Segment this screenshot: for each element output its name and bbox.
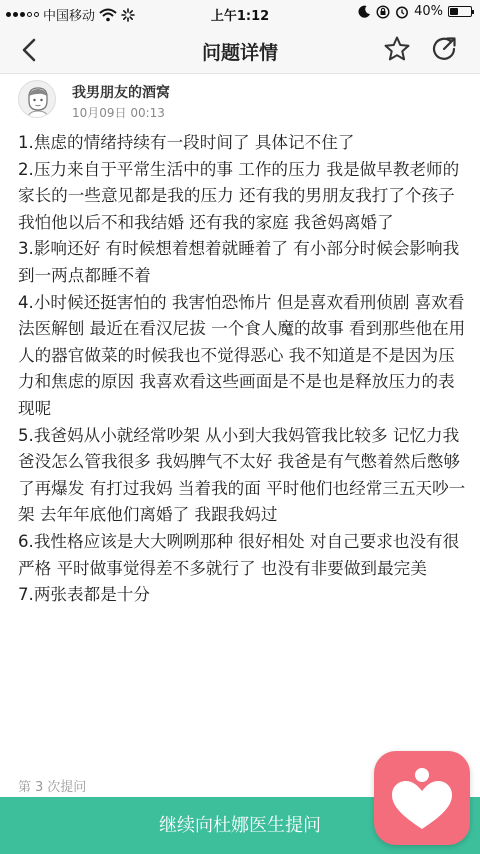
question-paragraph: 3.影响还好 有时候想着想着就睡着了 有小部分时候会影响我到一两点都睡不着 (18, 239, 460, 285)
ask-count-number: 3 (35, 780, 44, 795)
question-paragraph: 4.小时候还挺害怕的 我害怕恐怖片 但是喜欢看刑侦剧 喜欢看法医解刨 最近在看汉尼拔 一个食人魔的故事 看到那些他在用人的器官做菜的时候我也不觉得恶心 我不知道是不是因为压力和焦虑的原因 我喜欢看这些画面是不是也是释放压力的表现呢 (18, 292, 466, 418)
star-icon[interactable] (383, 35, 411, 63)
status-time: 上午1:12 (210, 9, 270, 24)
ask-count (18, 776, 86, 795)
ask-count-prefix: 第 (18, 780, 32, 795)
question-paragraph: 2.压力来自于平常生活中的事 工作的压力 我是做早教老师的 家长的一些意见都是我的压力 还有我的男朋友我打了个孩子 我怕他以后不和我结婚 还有我的家庭 我爸妈离婚了 (18, 159, 460, 232)
author-name: 我男朋友的酒窝 (72, 85, 170, 101)
heart-float-button[interactable] (374, 751, 470, 845)
share-icon[interactable] (430, 35, 458, 63)
moon-icon (358, 5, 371, 18)
continue-ask-button[interactable]: 继续向杜娜医生提问 (0, 797, 480, 854)
rotation-lock-icon (376, 5, 390, 19)
question-paragraph: 5.我爸妈从小就经常吵架 从小到大我妈管我比较多 记忆力我爸没怎么管我很多 我妈脾气不太好 我爸是有气憋着然后憋够了再爆发 有打过我妈 当着我的面 平时他们也经常三五天吵一架 去年年底他们离婚了 我跟我妈过 (18, 425, 466, 525)
avatar[interactable] (18, 80, 56, 118)
battery-fill (450, 8, 458, 15)
question-paragraph: 6.我性格应该是大大咧咧那种 很好相处 对自己要求也没有很严格 平时做事觉得差不多就行了 也没有非要做到最完美 (18, 531, 460, 578)
status-right (358, 4, 472, 19)
battery-icon (448, 6, 472, 17)
heart-icon (388, 763, 456, 833)
post-time: 10月09日 00:13 (72, 106, 165, 120)
avatar-icon (19, 81, 56, 118)
question-paragraph: 7.两张表都是十分 (18, 585, 150, 605)
alarm-icon (395, 5, 409, 19)
status-bar (0, 0, 480, 26)
nav-bar (0, 26, 480, 74)
battery-percent: 40% (414, 4, 443, 19)
carrier-label: 中国移动 (43, 9, 96, 24)
ask-count-suffix: 次提问 (47, 780, 87, 795)
question-content (18, 130, 466, 609)
question-paragraph: 1.焦虑的情绪持续有一段时间了 具体记不住了 (18, 133, 355, 152)
page-title: 问题详情 (201, 42, 278, 64)
